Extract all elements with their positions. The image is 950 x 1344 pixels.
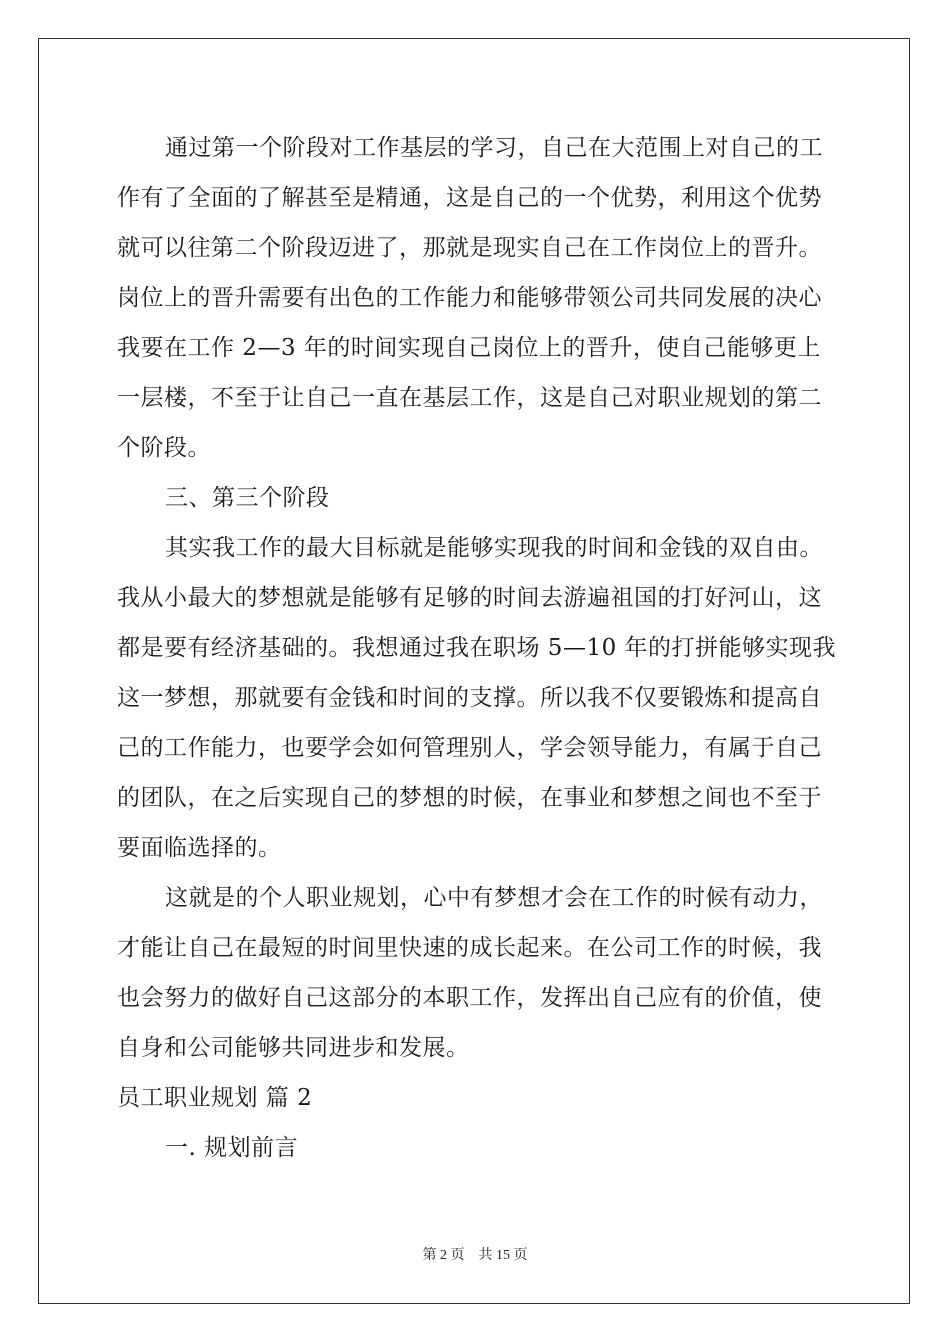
article-heading: 员工职业规划 篇 2	[117, 1085, 313, 1111]
paragraph-line: 的团队，在之后实现自己的梦想的时候，在事业和梦想之间也不至于	[117, 785, 822, 811]
paragraph-line: 个阶段。	[117, 435, 211, 461]
subsection-heading: 一. 规划前言	[165, 1135, 299, 1161]
page-total: 共 15 页	[478, 1248, 528, 1263]
paragraph-line: 就可以往第二个阶段迈进了，那就是现实自己在工作岗位上的晋升。	[117, 235, 822, 261]
section-heading: 三、第三个阶段	[165, 485, 330, 511]
paragraph-line: 都是要有经济基础的。我想通过我在职场 5—10 年的打拼能够实现我	[117, 635, 837, 661]
paragraph-line: 自身和公司能够共同进步和发展。	[117, 1035, 470, 1061]
paragraph-line: 我要在工作 2—3 年的时间实现自己岗位上的晋升，使自己能够更上	[117, 335, 821, 361]
paragraph-line: 这就是的个人职业规划，心中有梦想才会在工作的时候有动力，	[165, 885, 823, 911]
page-number: 第 2 页	[422, 1248, 465, 1263]
page-footer	[0, 1244, 950, 1264]
paragraph-line: 其实我工作的最大目标就是能够实现我的时间和金钱的双自由。	[165, 535, 823, 561]
paragraph-line: 通过第一个阶段对工作基层的学习，自己在大范围上对自己的工	[165, 135, 823, 161]
paragraph-line: 一层楼，不至于让自己一直在基层工作，这是自己对职业规划的第二	[117, 385, 822, 411]
paragraph-line: 才能让自己在最短的时间里快速的成长起来。在公司工作的时候，我	[117, 935, 822, 961]
paragraph-line: 我从小最大的梦想就是能够有足够的时间去游遍祖国的打好河山，这	[117, 585, 822, 611]
paragraph-line: 要面临选择的。	[117, 835, 282, 861]
paragraph-line: 己的工作能力，也要学会如何管理别人，学会领导能力，有属于自己	[117, 735, 822, 761]
paragraph-line: 作有了全面的了解甚至是精通，这是自己的一个优势，利用这个优势	[117, 185, 822, 211]
paragraph-line: 这一梦想，那就要有金钱和时间的支撑。所以我不仅要锻炼和提高自	[117, 685, 822, 711]
paragraph-line: 岗位上的晋升需要有出色的工作能力和能够带领公司共同发展的决心	[117, 285, 822, 311]
paragraph-line: 也会努力的做好自己这部分的本职工作，发挥出自己应有的价值，使	[117, 985, 822, 1011]
